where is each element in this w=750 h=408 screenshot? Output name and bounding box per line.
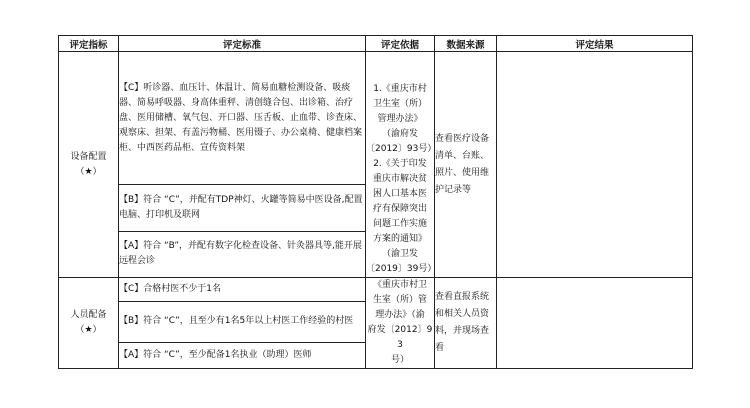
basis-line: 〔2019〕39号） (366, 264, 437, 274)
basis-line: 重庆市解决贫 (372, 174, 427, 184)
basis-line: 生室（所）管 (372, 295, 427, 305)
basis-cell (366, 52, 435, 278)
standard-a: 【A】符合 “B”，并配有数字化检查设备、针灸器具等,能开展远程会诊 (119, 231, 366, 277)
basis-line: 困人口基本医 (372, 189, 427, 199)
standard-b: 【B】符合 “C”，并配有TDP神灯、火罐等简易中医设备,配置电脑、打印机及联网 (119, 185, 366, 231)
indicator-label: 人员配备 (70, 310, 107, 320)
standard-c: 【C】合格村医不少于1名 (119, 278, 366, 302)
evaluation-table (58, 35, 693, 369)
source-cell: 查看直报系统和相关人员资料，并现场查看 (435, 278, 497, 369)
result-cell[interactable] (497, 52, 693, 278)
basis-line: （渝府发 (381, 129, 418, 139)
indicator-staffing (59, 278, 119, 369)
basis-line: 2.《关于印发 (373, 159, 427, 169)
basis-line: 管理办法》 (377, 114, 423, 124)
basis-line: 问题工作实施 (372, 219, 427, 229)
basis-line: （渝卫发 (381, 249, 418, 259)
result-cell[interactable] (497, 278, 693, 369)
standard-c: 【C】听诊器、血压计、体温计、简易血糖检测设备、吸痰器、简易呼吸器、身高体重秤、清创缝合包、出诊箱、治疗盘、医用储槽、氧气包、开口器、压舌板、止血带、诊查床、观察床、担架、有盖污物桶、医用镊子、办公桌椅、健康档案柜、中西医药品柜、宣传资料架 (119, 52, 366, 185)
header-source: 数据来源 (435, 36, 497, 52)
basis-line: 1.《重庆市村 (373, 84, 427, 94)
table-row (59, 52, 693, 185)
header-basis: 评定依据 (366, 36, 435, 52)
basis-cell (366, 278, 435, 369)
header-standard: 评定标准 (119, 36, 366, 52)
basis-line: 〔2012〕93号） (366, 144, 437, 154)
standard-b: 【B】符合 “C”，且至少有1名5年以上村医工作经验的村医 (119, 302, 366, 342)
header-indicator: 评定指标 (59, 36, 119, 52)
basis-line: 号） (390, 355, 409, 365)
indicator-star: （★） (75, 166, 102, 177)
header-result: 评定结果 (497, 36, 693, 52)
indicator-equipment (59, 52, 119, 278)
basis-line: 《重庆市村卫 (372, 280, 427, 290)
standard-a: 【A】符合 “C”，至少配备1名执业（助理）医师 (119, 342, 366, 369)
indicator-label: 设备配置 (70, 151, 107, 162)
basis-line: 方案的通知》 (372, 234, 427, 244)
basis-line: 卫生室（所） (372, 99, 427, 109)
basis-line: 理办法》（渝 (375, 310, 425, 320)
table-header-row (59, 36, 693, 52)
indicator-star: （★） (75, 325, 102, 335)
source-cell: 查看医疗设备清单、台账、照片、使用维护记录等 (435, 52, 497, 278)
basis-line: 疗有保障突出 (372, 204, 427, 214)
table-row (59, 278, 693, 302)
basis-line: 府发〔2012〕93 (367, 325, 433, 350)
